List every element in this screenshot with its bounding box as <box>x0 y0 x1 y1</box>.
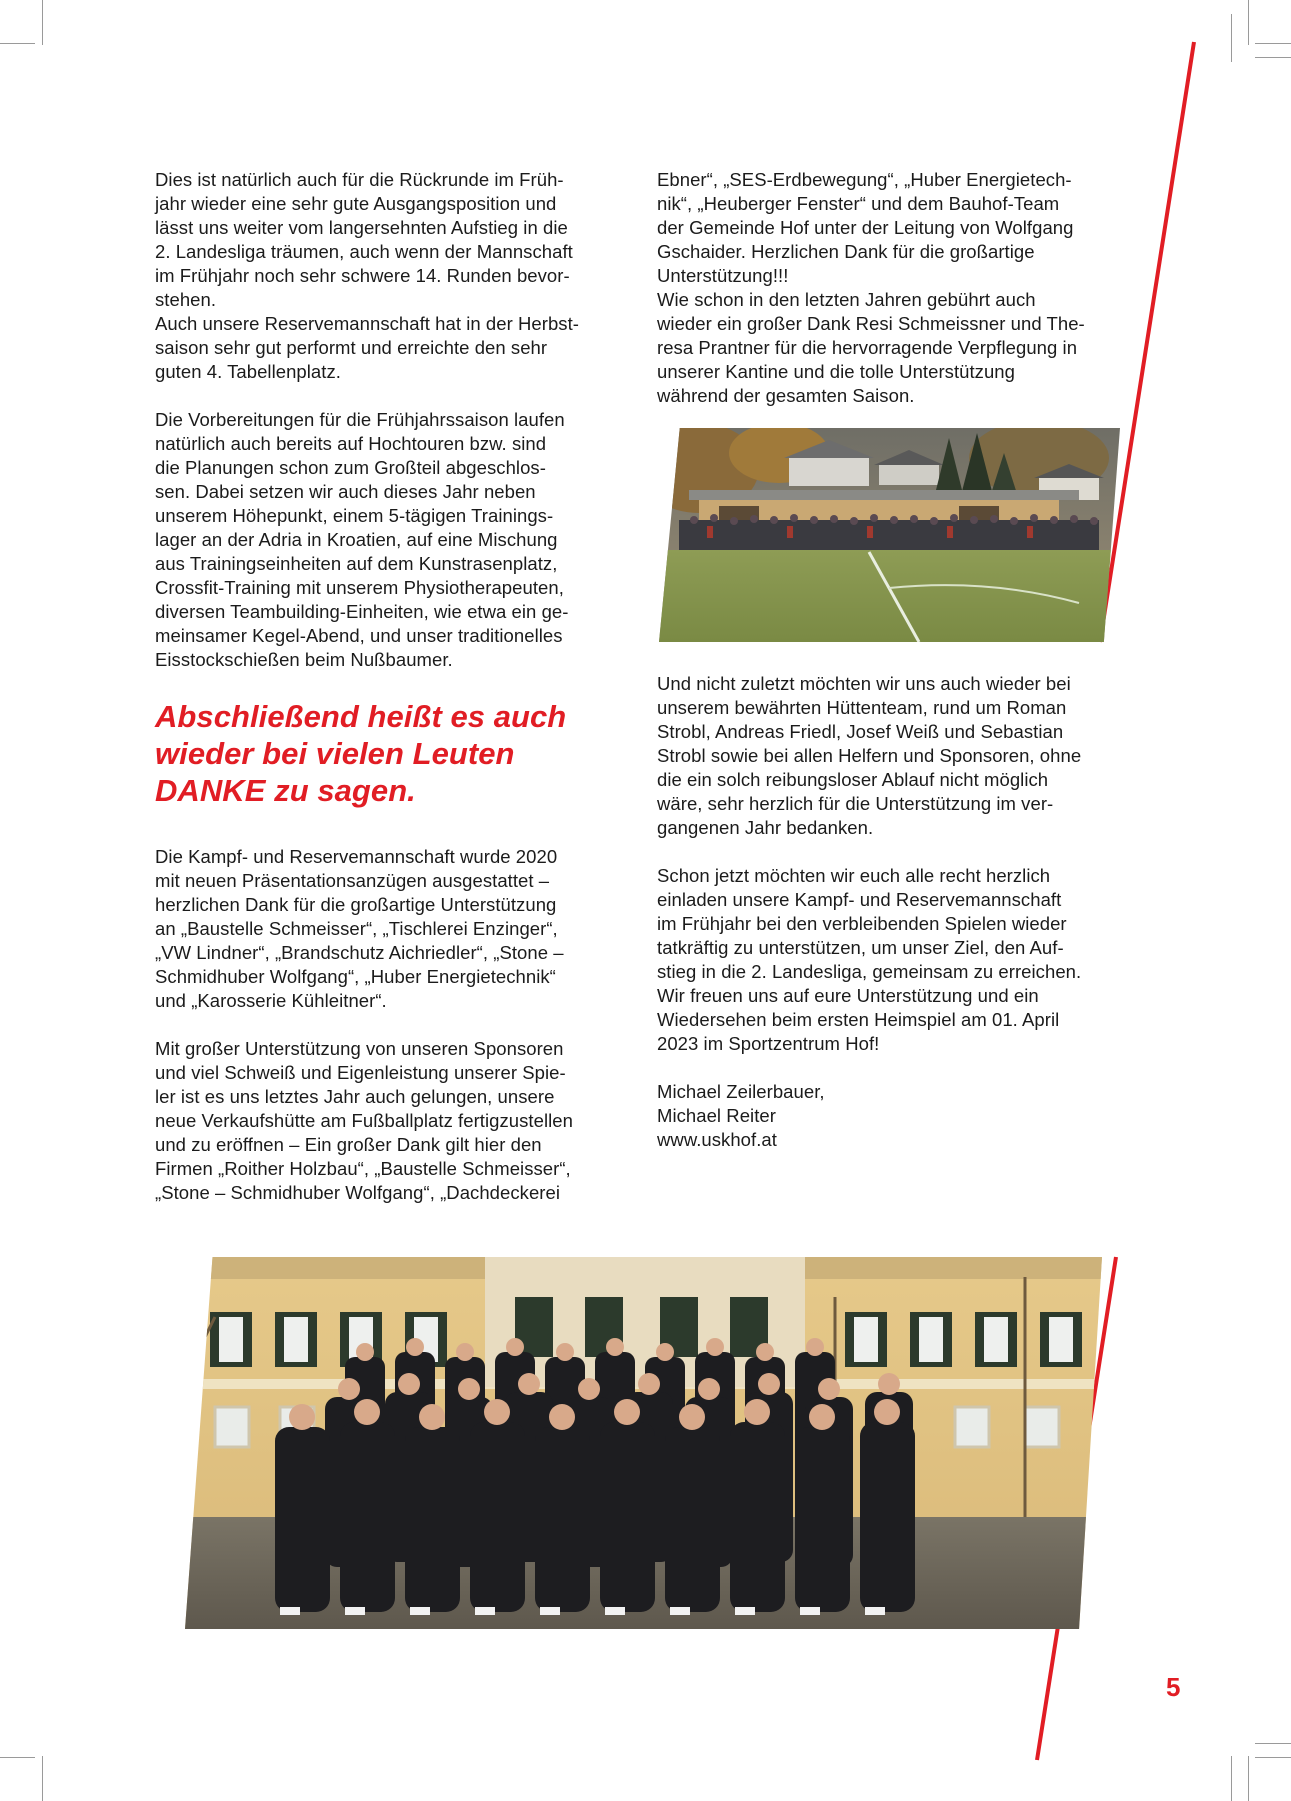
section-headline: Abschließend heißt es auch wieder bei vielen Leuten DANKE zu sagen. <box>155 699 567 808</box>
sports-ground-photo <box>659 428 1120 642</box>
crop-mark <box>1255 43 1291 44</box>
crop-mark <box>1231 14 1232 62</box>
crop-mark <box>1231 1756 1232 1801</box>
paragraph: Und nicht zuletzt möchten wir uns auch wieder bei unserem bewährten Hüttenteam, rund um Roman Strobl, Andreas Friedl, Josef Weiß und Sebastian Strobl sowie bei allen Helfern und Sponsoren, ohne die ein solch reibungsloser Ablauf nicht möglich wäre, sehr herzlich für die Unterstützung im ver- gangenen Jahr bedanken. <box>657 673 1082 838</box>
crop-mark <box>1255 57 1291 58</box>
left-column <box>155 168 615 1205</box>
paragraph: Die Kampf- und Reservemannschaft wurde 2020 mit neuen Präsentationsanzügen ausgestattet – herzlichen Dank für die großartige Unterstützung an „Baustelle Schmeisser“, „Tischlerei Enzinger“, „VW Lindner“, „Brandschutz Aichriedler“, „Stone – Schmidhuber Wolfgang“, „Huber Energietechnik“ und „Karosserie Kühleitner“. <box>155 846 564 1011</box>
crop-mark <box>1248 1756 1249 1801</box>
paragraph: Ebner“, „SES-Erdbewegung“, „Huber Energietech- nik“, „Heuberger Fenster“ und dem Bauhof-Team der Gemeinde Hof unter der Leitung von Wolfgang Gschaider. Herzlichen Dank für die großartige Unterstützung!!! Wie schon in den letzten Jahren gebührt auch wieder ein großer Dank Resi Schmeissner und The- resa Prantner für die hervorragende Verpflegung in unserer Kantine und die tolle Unterstützung während der gesamten Saison. <box>657 169 1085 406</box>
crop-mark <box>1255 1757 1291 1758</box>
crop-mark <box>42 0 43 45</box>
page-number: 5 <box>1166 1672 1181 1702</box>
team-photo <box>185 1257 1102 1629</box>
signature-block: Michael Zeilerbauer, Michael Reiter www.uskhof.at <box>657 1081 825 1150</box>
right-column-lower <box>657 672 1127 1152</box>
crop-mark <box>0 1757 35 1758</box>
crop-mark <box>42 1756 43 1801</box>
crop-mark <box>0 43 35 44</box>
crop-mark <box>1248 0 1249 45</box>
paragraph: Schon jetzt möchten wir euch alle recht herzlich einladen unsere Kampf- und Reservemannschaft im Frühjahr bei den verbleibenden Spielen wieder tatkräftig zu unterstützen, um unser Ziel, den Auf- stieg in die 2. Landesliga, gemeinsam zu erreichen. Wir freuen uns auf eure Unterstützung und ein Wiedersehen beim ersten Heimspiel am 01. April 2023 im Sportzentrum Hof! <box>657 865 1082 1054</box>
paragraph: Die Vorbereitungen für die Frühjahrssaison laufen natürlich auch bereits auf Hochtouren bzw. sind die Planungen schon zum Großteil abgeschlos- sen. Dabei setzen wir auch dieses Jahr neben unserem Höhepunkt, einem 5-tägigen Trainings- lager an der Adria in Kroatien, auf eine Mischung aus Trainingseinheiten auf dem Kunstrasenplatz, Crossfit-Training mit unserem Physiotherapeuten, diversen Teambuilding-Einheiten, wie etwa ein ge- meinsamer Kegel-Abend, und unser traditionelles Eisstockschießen beim Nußbaumer. <box>155 409 569 670</box>
right-column <box>657 168 1127 408</box>
paragraph: Mit großer Unterstützung von unseren Sponsoren und viel Schweiß und Eigenleistung unserer Spie- ler ist es uns letztes Jahr auch gelungen, unsere neue Verkaufshütte am Fußballplatz fertigzustellen und zu eröffnen – Ein großer Dank gilt hier den Firmen „Roither Holzbau“, „Baustelle Schmeisser“, „Stone – Schmidhuber Wolfgang“, „Dachdeckerei <box>155 1038 573 1203</box>
crop-mark <box>1255 1743 1291 1744</box>
paragraph: Dies ist natürlich auch für die Rückrunde im Früh- jahr wieder eine sehr gute Ausgangsposition und lässt uns weiter vom langersehnten Aufstieg in die 2. Landesliga träumen, auch wenn der Mannschaft im Frühjahr noch sehr schwere 14. Runden bevor- stehen. Auch unsere Reservemannschaft hat in der Herbst- saison sehr gut performt und erreichte den sehr guten 4. Tabellenplatz. <box>155 169 579 382</box>
